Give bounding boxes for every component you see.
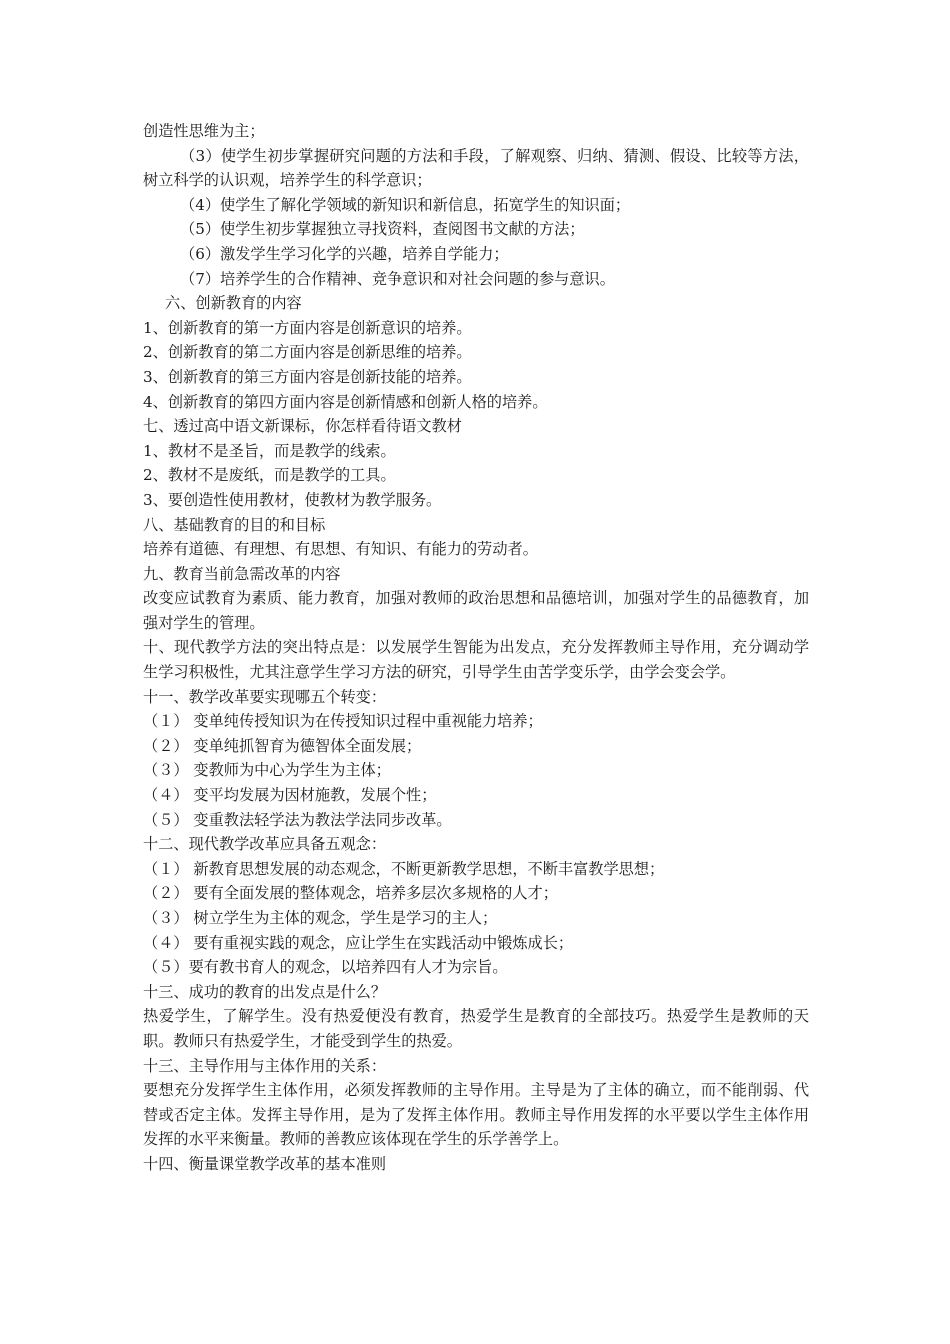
list-item: 3、要创造性使用教材，使教材为教学服务。 (143, 490, 442, 509)
section-heading: 十三、主导作用与主体作用的关系： (143, 1056, 386, 1075)
section-heading: 九、教育当前急需改革的内容 (143, 564, 341, 583)
section-heading: 十二、现代教学改革应具备五观念： (143, 835, 386, 854)
list-item: （7）培养学生的合作精神、竞争意识和对社会问题的参与意识。 (180, 269, 615, 288)
list-item: （５）要有教书育人的观念，以培养四有人才为宗旨。 (143, 958, 508, 977)
list-item: （４） 变平均发展为因材施教，发展个性； (143, 786, 437, 805)
section-heading: 十四、衡量课堂教学改革的基本准则 (143, 1154, 386, 1173)
paragraph: 改变应试教育为素质、能力教育，加强对教师的政治思想和品德培训，加强对学生的品德教育，加强对学生的管理。 (143, 589, 809, 632)
paragraph: 热爱学生，了解学生。没有热爱便没有教育，热爱学生是教育的全部技巧。热爱学生是教师的天职。教师只有热爱学生，才能受到学生的热爱。 (143, 1007, 809, 1050)
paragraph: 要想充分发挥学生主体作用，必须发挥教师的主导作用。主导是为了主体的确立，而不能削弱、代替或否定主体。发挥主导作用，是为了发挥主体作用。教师主导作用发挥的水平要以学生主体作用发挥的水平来衡量。教师的善教应该体现在学生的乐学善学上。 (143, 1081, 809, 1149)
list-item: （１） 变单纯传授知识为在传授知识过程中重视能力培养； (143, 712, 543, 731)
list-item: （５） 变重教法轻学法为教法学法同步改革。 (143, 810, 452, 829)
list-item: 4、创新教育的第四方面内容是创新情感和创新人格的培养。 (143, 392, 548, 411)
list-item: （４） 要有重视实践的观念，应让学生在实践活动中锻炼成长； (143, 933, 574, 952)
list-item: 1、教材不是圣旨，而是教学的线索。 (143, 441, 396, 460)
section-heading: 十三、成功的教育的出发点是什么？ (143, 982, 386, 1001)
list-item: 2、教材不是废纸，而是教学的工具。 (143, 466, 396, 485)
list-item: （３） 变教师为中心为学生为主体； (143, 761, 391, 780)
paragraph: 十、现代教学方法的突出特点是：以发展学生智能为出发点，充分发挥教师主导作用，充分调动学生学习积极性，尤其注意学生学习方法的研究，引导学生由苦学变乐学，由学会变会学。 (143, 638, 809, 682)
paragraph: 创造性思维为主； (143, 122, 265, 140)
list-item: （２） 要有全面发展的整体观念，培养多层次多规格的人才； (143, 884, 558, 903)
section-heading: 十一、教学改革要实现哪五个转变： (143, 687, 386, 706)
list-item: 2、创新教育的第二方面内容是创新思维的培养。 (143, 343, 472, 362)
paragraph: 培养有道德、有理想、有思想、有知识、有能力的劳动者。 (143, 540, 538, 559)
section-heading: 七、透过高中语文新课标，你怎样看待语文教材 (143, 417, 462, 436)
list-item: （１） 新教育思想发展的动态观念，不断更新教学思想，不断丰富教学思想； (143, 859, 665, 878)
document-body (143, 119, 809, 1177)
section-heading: 八、基础教育的目的和目标 (143, 515, 326, 534)
list-item: （３） 树立学生为主体的观念，学生是学习的主人； (143, 909, 498, 927)
list-item: （6）激发学生学习化学的兴趣，培养自学能力； (180, 244, 509, 263)
list-item: 1、创新教育的第一方面内容是创新意识的培养。 (143, 318, 472, 337)
paragraph: （3）使学生初步掌握研究问题的方法和手段，了解观察、归纳、猜测、假设、比较等方法，树立科学的认识观，培养学生的科学意识； (143, 146, 809, 190)
list-item: （5）使学生初步掌握独立寻找资料，查阅图书文献的方法； (180, 220, 585, 239)
section-heading: 六、创新教育的内容 (165, 294, 302, 313)
list-item: 3、创新教育的第三方面内容是创新技能的培养。 (143, 367, 472, 386)
list-item: （２） 变单纯抓智育为德智体全面发展； (143, 736, 422, 755)
list-item: （4）使学生了解化学领域的新知识和新信息，拓宽学生的知识面； (180, 195, 631, 214)
